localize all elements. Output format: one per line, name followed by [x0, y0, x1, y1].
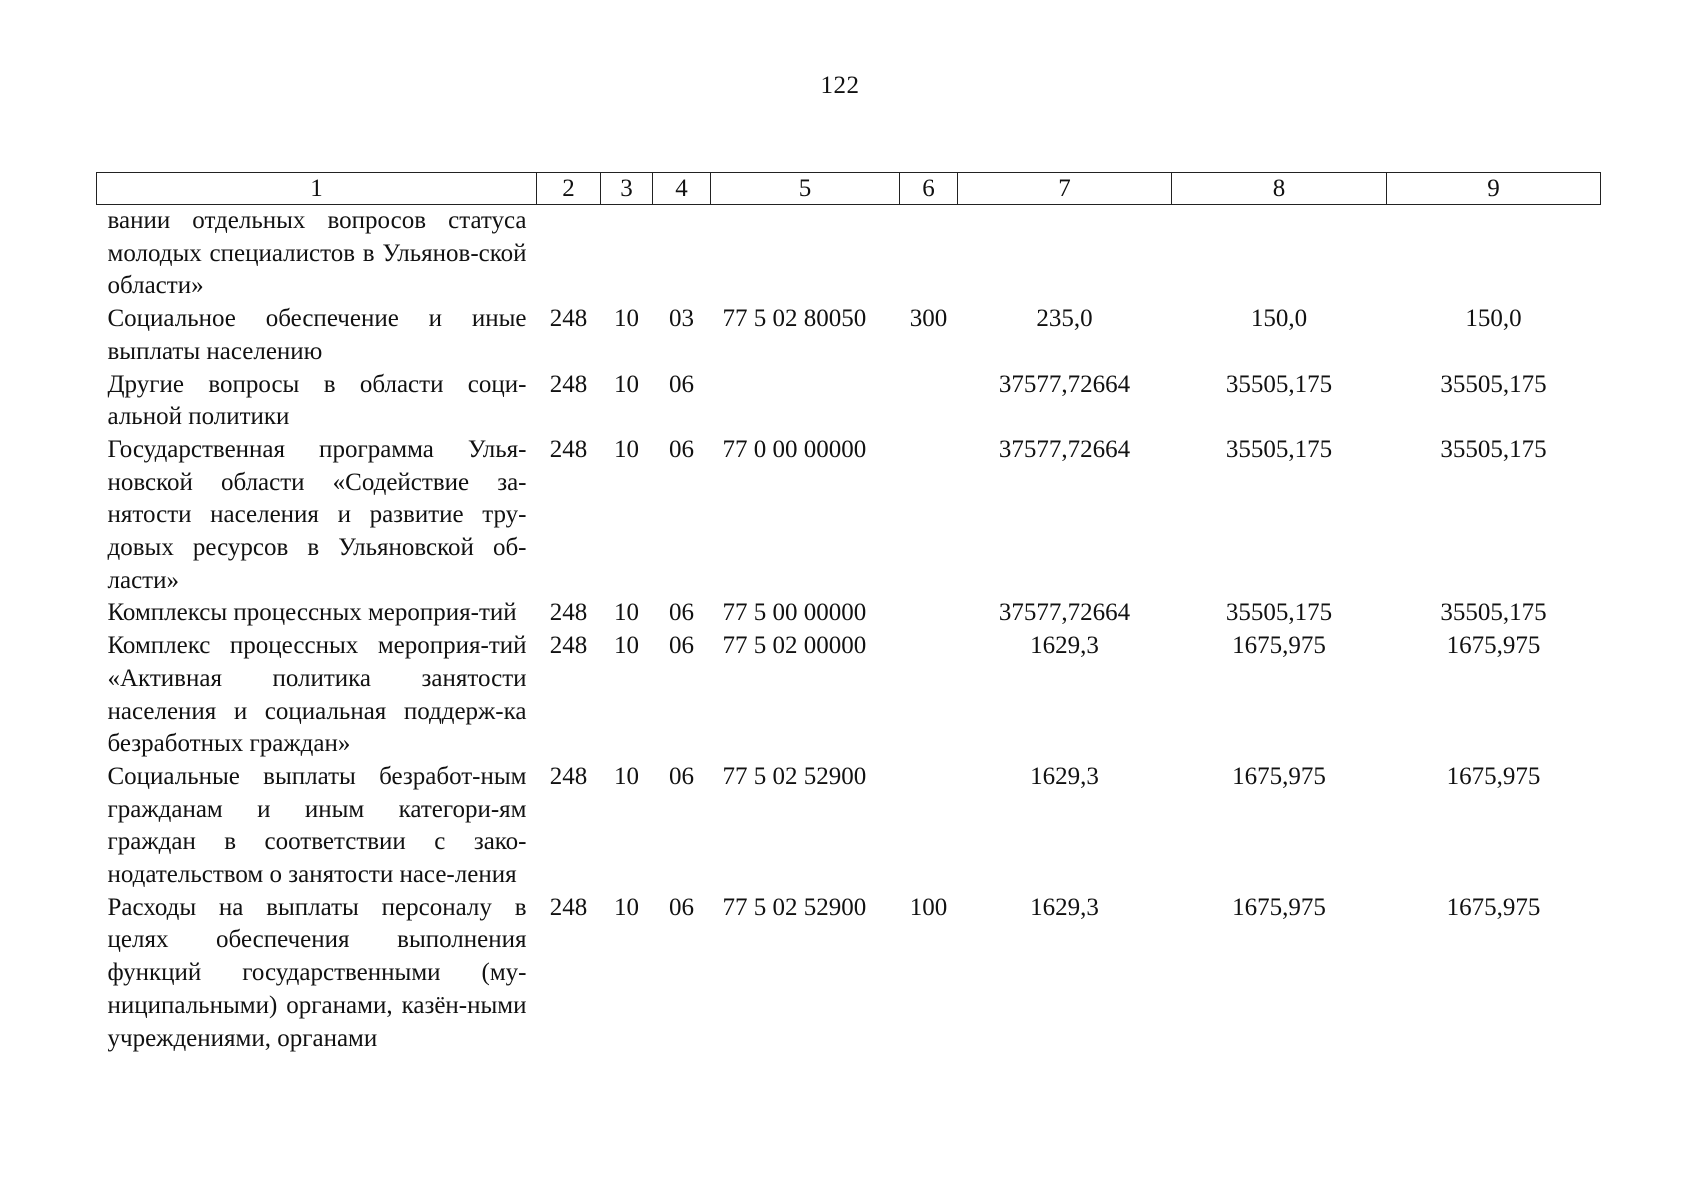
target-article-code: 77 0 00 00000	[722, 435, 867, 463]
expense-type-code	[900, 369, 958, 434]
column-header: 2	[537, 173, 601, 205]
table-row	[97, 303, 1601, 368]
column-number-row	[97, 173, 1601, 205]
section-code: 10	[614, 632, 639, 660]
section-code: 10	[614, 893, 639, 921]
admin-code	[537, 205, 601, 304]
section-code: 10	[614, 762, 639, 790]
expense-type-code: 100	[909, 893, 948, 921]
amount-col-8: 1675,975	[1232, 893, 1326, 921]
expense-name: вании отдельных вопросов статуса молодых специалистов в Ульянов-ской области»	[107, 207, 527, 300]
expense-name: Расходы на выплаты персоналу в целях обеспечения выполнения функций государственными (му-ниципальными) органами, казён-ными учреждениями, органами	[107, 893, 527, 1052]
admin-code: 248	[549, 632, 588, 660]
amount-col-9	[1387, 205, 1601, 304]
column-header: 7	[958, 173, 1172, 205]
column-header: 6	[900, 173, 958, 205]
amount-col-7: 37577,72664	[998, 370, 1131, 398]
amount-col-7: 1629,3	[1030, 762, 1099, 790]
subsection-code: 06	[669, 599, 694, 627]
subsection-code: 03	[669, 305, 694, 333]
table-row	[97, 597, 1601, 630]
expense-type-code	[900, 597, 958, 630]
table-row	[97, 205, 1601, 304]
expense-name: Государственная программа Улья-новской области «Содействие за-нятости населения и развитие тру-довых ресурсов в Ульяновской об-ласти»	[107, 435, 527, 594]
column-header: 4	[653, 173, 711, 205]
amount-col-9: 1675,975	[1446, 893, 1541, 921]
table-row	[97, 369, 1601, 434]
column-header: 3	[601, 173, 653, 205]
amount-col-8: 35505,175	[1225, 435, 1333, 463]
section-code: 10	[614, 305, 639, 333]
amount-col-8: 1675,975	[1232, 762, 1326, 790]
subsection-code: 06	[669, 435, 694, 463]
expense-type-code	[900, 434, 958, 598]
target-article-code	[711, 369, 900, 434]
page-number: 122	[820, 72, 860, 99]
admin-code: 248	[549, 435, 588, 463]
amount-col-9: 1675,975	[1446, 632, 1541, 660]
amount-col-9: 150,0	[1465, 305, 1522, 333]
expense-name: Комплекс процессных мероприя-тий «Активная политика занятости населения и социальная поддерж-ка безработных граждан»	[107, 632, 527, 758]
table-row	[97, 434, 1601, 598]
target-article-code: 77 5 00 00000	[722, 599, 867, 627]
section-code: 10	[614, 370, 639, 398]
admin-code: 248	[549, 893, 588, 921]
admin-code: 248	[549, 305, 588, 333]
expense-name: Социальное обеспечение и иные выплаты населению	[107, 305, 527, 365]
admin-code: 248	[549, 599, 588, 627]
amount-col-8: 35505,175	[1225, 370, 1333, 398]
section-code: 10	[614, 435, 639, 463]
amount-col-7: 1629,3	[1030, 632, 1099, 660]
expense-type-code: 300	[909, 305, 948, 333]
expense-name: Другие вопросы в области соци-альной политики	[107, 370, 527, 431]
amount-col-9: 35505,175	[1440, 435, 1547, 463]
target-article-code: 77 5 02 00000	[722, 632, 867, 660]
amount-col-9: 35505,175	[1440, 599, 1547, 627]
subsection-code: 06	[669, 893, 694, 921]
subsection-code	[653, 205, 711, 304]
column-header: 5	[711, 173, 900, 205]
table-row	[97, 892, 1601, 1056]
expense-name: Комплексы процессных мероприя-тий	[107, 599, 517, 627]
column-header: 9	[1387, 173, 1601, 205]
column-header: 1	[97, 173, 537, 205]
amount-col-7	[958, 205, 1172, 304]
table-row	[97, 630, 1601, 761]
subsection-code: 06	[669, 632, 694, 660]
budget-table	[96, 172, 1601, 1055]
amount-col-7: 37577,72664	[998, 599, 1131, 627]
amount-col-9: 1675,975	[1446, 762, 1541, 790]
section-code: 10	[614, 599, 639, 627]
amount-col-7: 235,0	[1036, 305, 1093, 333]
amount-col-7: 37577,72664	[998, 435, 1131, 463]
amount-col-9: 35505,175	[1440, 370, 1547, 398]
subsection-code: 06	[669, 370, 694, 398]
amount-col-8	[1172, 205, 1387, 304]
amount-col-8: 150,0	[1250, 305, 1308, 333]
expense-type-code	[900, 205, 958, 304]
amount-col-8: 1675,975	[1232, 632, 1326, 660]
amount-col-7: 1629,3	[1030, 893, 1099, 921]
target-article-code: 77 5 02 52900	[722, 893, 867, 921]
target-article-code: 77 5 02 52900	[722, 762, 867, 790]
table-row	[97, 761, 1601, 892]
target-article-code: 77 5 02 80050	[722, 305, 867, 333]
subsection-code: 06	[669, 762, 694, 790]
admin-code: 248	[549, 370, 588, 398]
section-code	[601, 205, 653, 304]
target-article-code	[711, 205, 900, 304]
admin-code: 248	[549, 762, 588, 790]
column-header: 8	[1172, 173, 1387, 205]
expense-name: Социальные выплаты безработ-ным гражданам и иным категори-ям граждан в соответствии с зако-нодательством о занятости насе-ления	[107, 762, 527, 889]
amount-col-8: 35505,175	[1225, 599, 1333, 627]
expense-type-code	[900, 761, 958, 892]
expense-type-code	[900, 630, 958, 761]
